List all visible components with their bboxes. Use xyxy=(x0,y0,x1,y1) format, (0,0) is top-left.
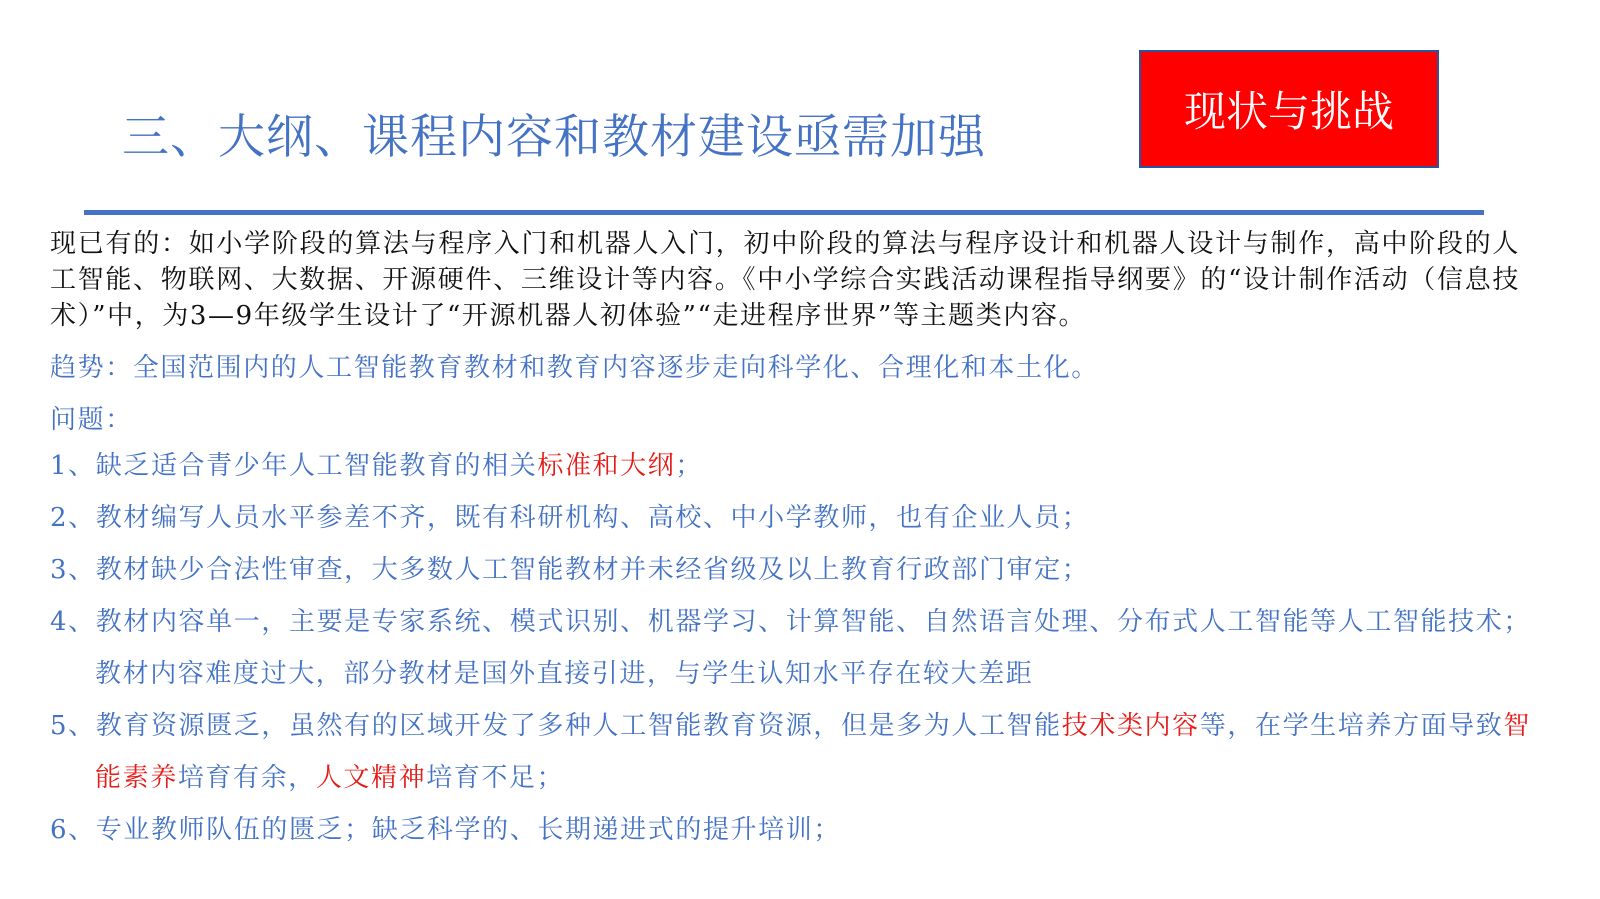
highlight-text: 技术类内容 xyxy=(1061,711,1200,741)
highlight-text: 智能素养 xyxy=(95,711,1531,793)
issue-item-5: 5、教育资源匮乏，虽然有的区域开发了多种人工智能教育资源，但是多为人工智能技术类内容等，在学生培养方面导致智能素养培育有余，人文精神培育不足； xyxy=(50,711,1531,793)
status-tag xyxy=(1139,50,1439,168)
title-divider xyxy=(84,210,1484,215)
issue-item-4: 4、教材内容单一，主要是专家系统、模式识别、机器学习、计算智能、自然语言处理、分布式人工智能等人工智能技术；教材内容难度过大，部分教材是国外直接引进，与学生认知水平存在较大差距 xyxy=(50,607,1531,689)
trend-paragraph: 趋势：全国范围内的人工智能教育教材和教育内容逐步走向科学化、合理化和本土化。 xyxy=(50,353,1099,383)
issue-item-2: 2、教材编写人员水平参差不齐，既有科研机构、高校、中小学教师，也有企业人员； xyxy=(50,503,1090,533)
issues-heading: 问题： xyxy=(50,405,133,435)
highlight-text: 标准和大纲 xyxy=(537,451,676,481)
highlight-text: 人文精神 xyxy=(315,763,427,793)
slide-title: 三、大纲、课程内容和教材建设亟需加强 xyxy=(122,110,986,165)
issue-item-6: 6、专业教师队伍的匮乏；缺乏科学的、长期递进式的提升培训； xyxy=(50,815,841,845)
issue-item-1: 1、缺乏适合青少年人工智能教育的相关标准和大纲； xyxy=(50,451,703,481)
slide-body xyxy=(50,226,1531,856)
intro-paragraph: 现已有的：如小学阶段的算法与程序入门和机器人入门，初中阶段的算法与程序设计和机器人设计与制作，高中阶段的人工智能、物联网、大数据、开源硬件、三维设计等内容。《中小学综合实践活动课程指导纲要》的“设计制作活动（信息技术）”中，为3—9年级学生设计了“开源机器人初体验”“走进程序世界”等主题类内容。 xyxy=(50,229,1520,331)
status-tag-label: 现状与挑战 xyxy=(1183,87,1394,136)
issue-item-3: 3、教材缺少合法性审查，大多数人工智能教材并未经省级及以上教育行政部门审定； xyxy=(50,555,1090,585)
